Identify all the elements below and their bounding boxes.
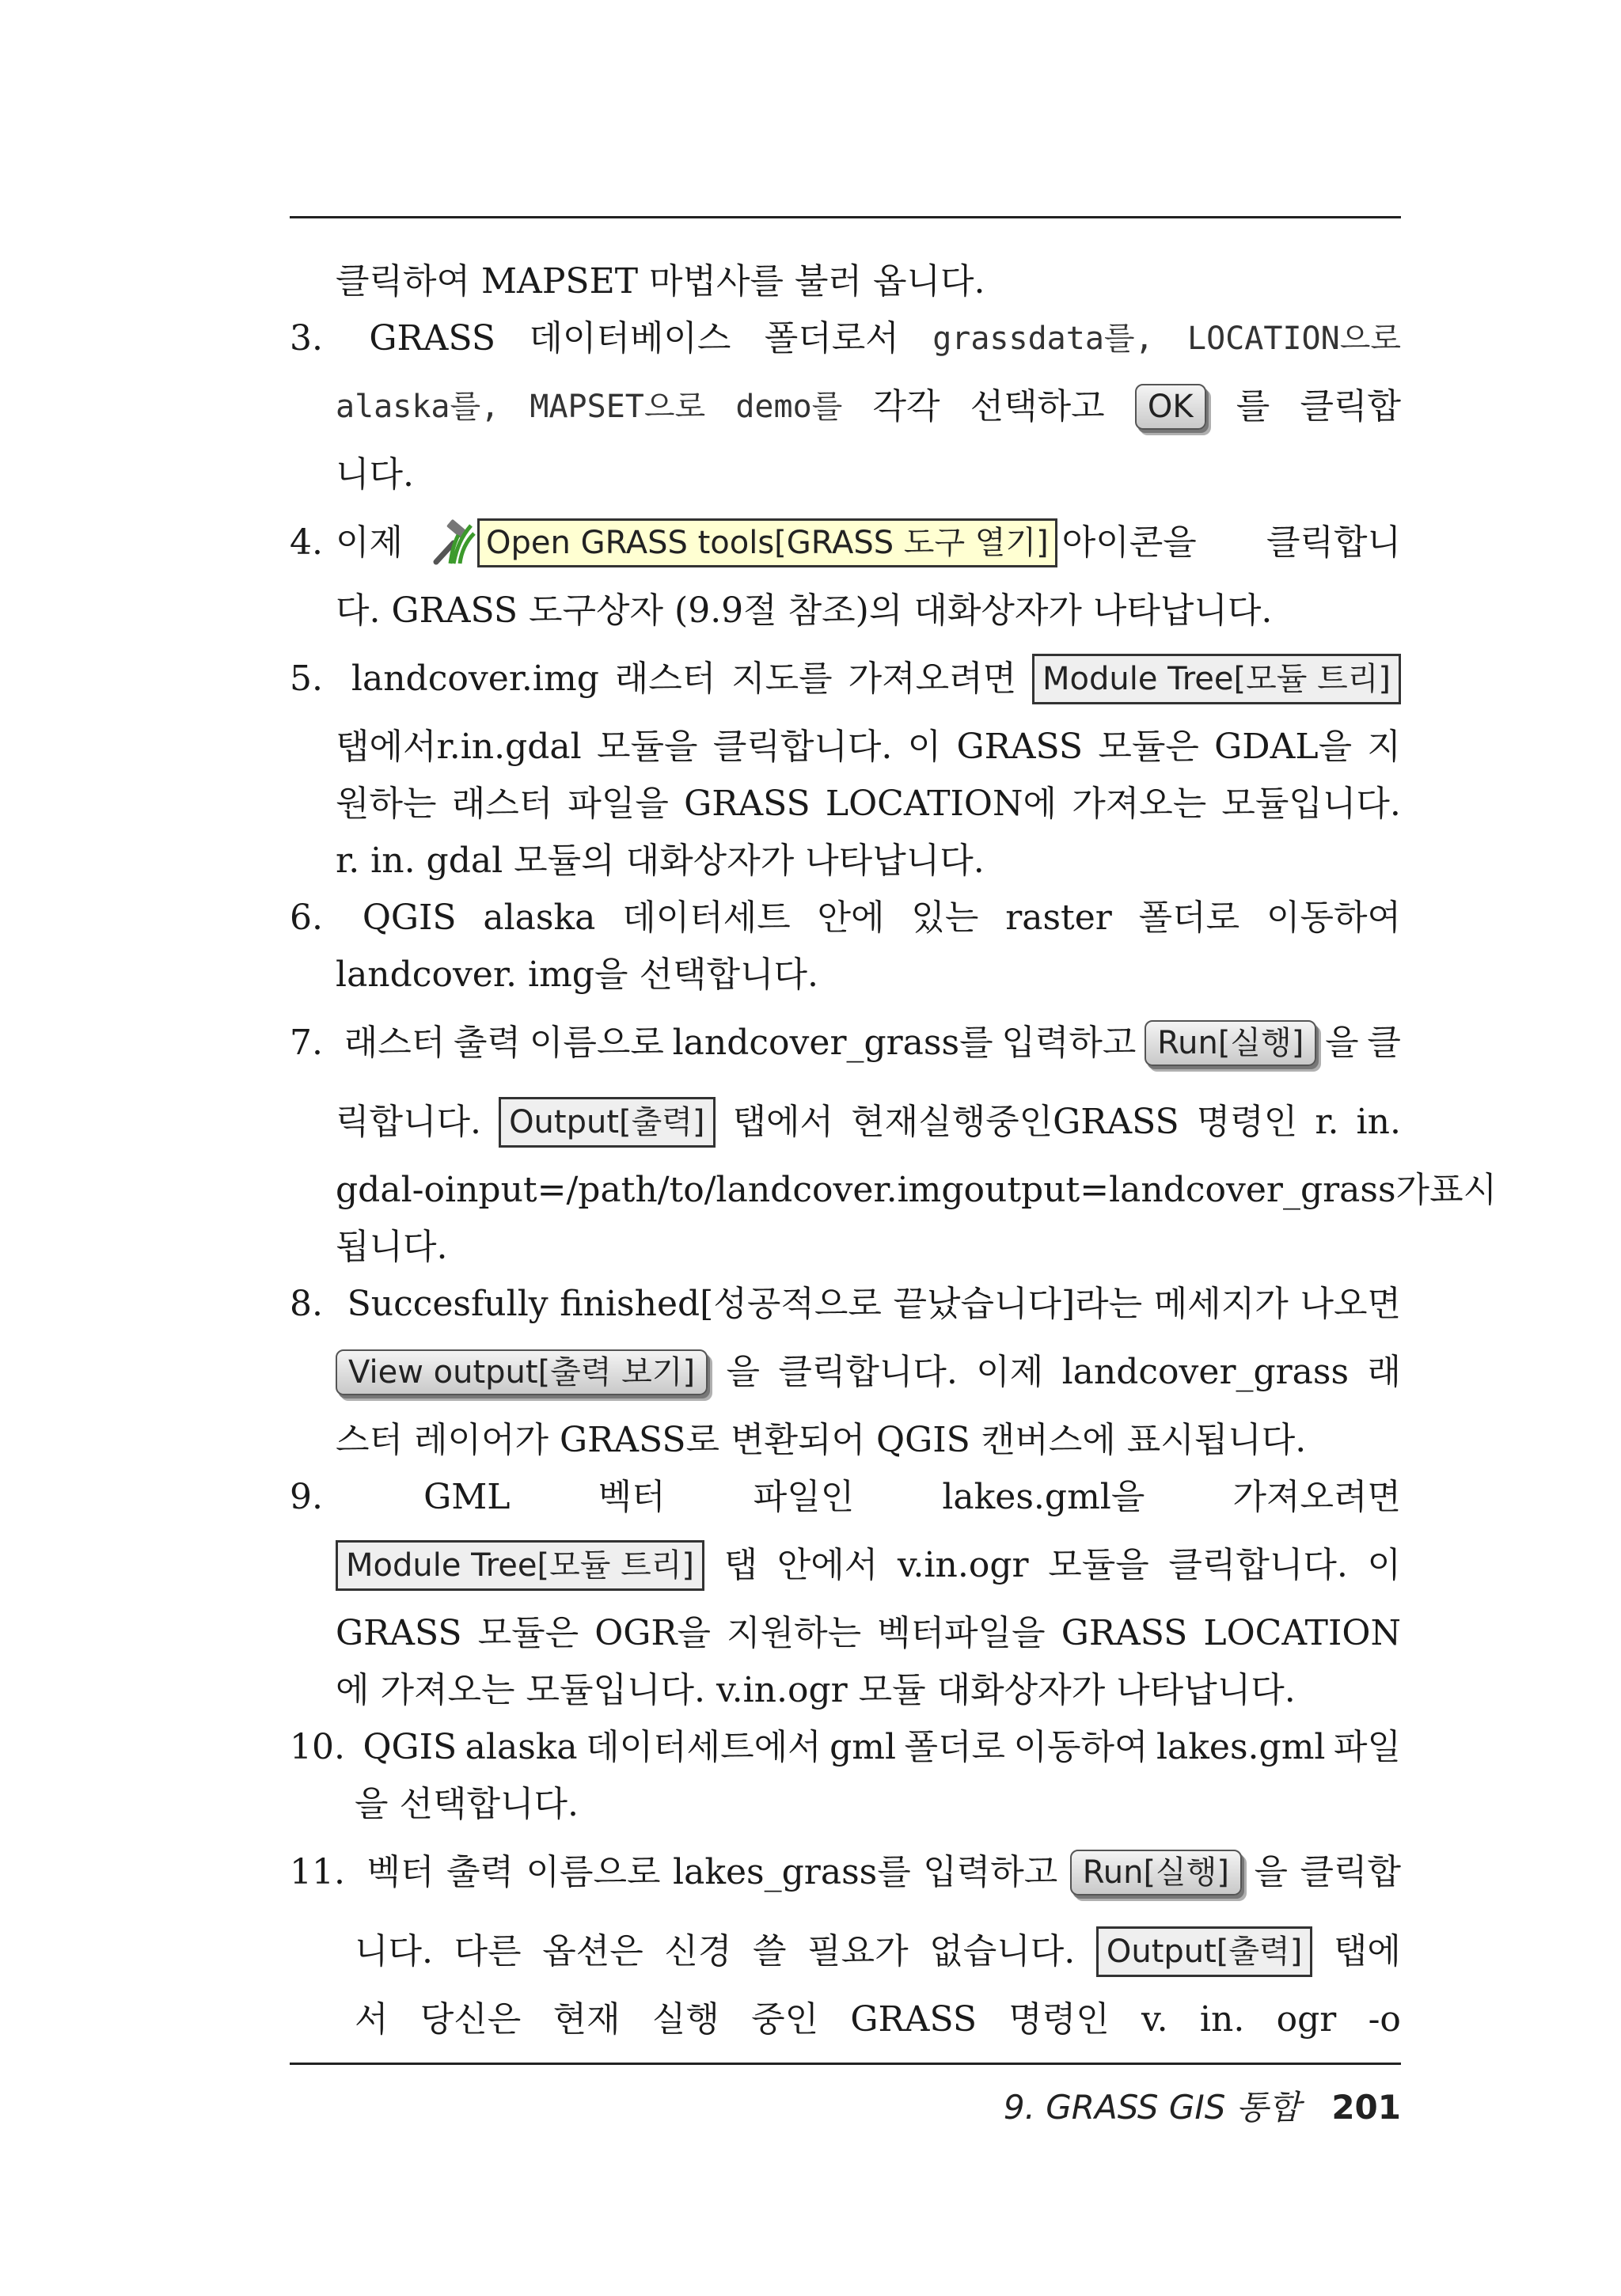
text: 클 (1367, 1023, 1401, 1063)
page-body (290, 253, 1498, 2048)
text: GRASS (684, 784, 810, 824)
text: OGR을 (594, 1613, 712, 1653)
step-8-line-3 (290, 1412, 1401, 1469)
step-5-line-3 (290, 776, 1401, 833)
text: raster (1005, 898, 1112, 938)
step-number: 11. (290, 1852, 345, 1892)
footer-rule (290, 2063, 1401, 2065)
text: 중인 (751, 1999, 819, 2040)
text: GRASS (369, 318, 495, 359)
text: GDAL을 (1214, 727, 1353, 767)
text: 현재 (552, 1999, 621, 2040)
text: GRASS (850, 1999, 977, 2040)
step-3-line-3 (290, 446, 1401, 503)
step-3-line-1 (290, 310, 1401, 367)
text: 탭에서 (732, 1102, 834, 1142)
text: 출력 (446, 1852, 514, 1892)
text: lakes.gml (1156, 1727, 1326, 1767)
text: 원하는 (336, 784, 437, 824)
text: 선택하고 (970, 386, 1105, 427)
text: landcover. img을 선택합니다. (336, 954, 818, 995)
text: r. (1315, 1102, 1339, 1142)
text: 래 (1367, 1352, 1401, 1392)
text: 클릭합 (1300, 1852, 1401, 1892)
text: landcover_grass (1061, 1352, 1350, 1392)
code-text: MAPSET으로 (530, 389, 706, 425)
step-11-line-3 (290, 1991, 1401, 2048)
text: lakes_grass를 (673, 1852, 911, 1892)
text: 모듈을 (597, 727, 698, 767)
text: 이제 (336, 522, 404, 563)
text: 데이터세트에서 (586, 1727, 822, 1767)
text: in. (1199, 1999, 1245, 2040)
text: -o (1368, 1999, 1401, 2040)
text: QGIS (363, 1727, 457, 1767)
text: 탭에서r.in.gdal (336, 727, 582, 767)
step-11-line-2 (290, 1912, 1401, 1991)
text: 이동하여 (1013, 1727, 1148, 1767)
text: 벡터 (598, 1477, 666, 1517)
step-5-line-2 (290, 719, 1401, 776)
step-5-line-4 (290, 833, 1401, 890)
text: 다른 (454, 1931, 522, 1972)
step-10-line-1 (290, 1719, 1401, 1776)
text: Succesfully (347, 1284, 549, 1324)
text: 에 가져오는 모듈입니다. v.in.ogr 모듈 대화상자가 나타납니다. (336, 1670, 1296, 1710)
chapter-title: 9. GRASS GIS 통합 (1003, 2088, 1300, 2127)
text: 탭에 (1333, 1931, 1401, 1972)
page-number: 201 (1331, 2088, 1401, 2127)
text: 폴더로 (904, 1727, 1006, 1767)
text: 이름으로 (526, 1852, 661, 1892)
step-10-line-2 (290, 1776, 1401, 1833)
code-text: LOCATION으로 (1187, 321, 1401, 357)
text: 안에서 (776, 1545, 879, 1585)
text: 스터 레이어가 GRASS로 변환되어 QGIS 캔버스에 표시됩니다. (336, 1420, 1307, 1460)
text: 이동하여 (1266, 898, 1401, 938)
step-7-line-4 (290, 1219, 1401, 1276)
text: 니다. (355, 1931, 433, 1972)
text: 가져오려면 (1232, 1477, 1401, 1517)
text: 쓸 (752, 1931, 787, 1972)
text: 메세지가 (1153, 1284, 1289, 1324)
text: 명령인 (1196, 1102, 1298, 1142)
text: 지도를 (731, 658, 833, 699)
text: 래스터 (451, 784, 553, 824)
text: 없습니다. (929, 1931, 1076, 1972)
text: 데이터베이스 (529, 318, 731, 359)
step-7-line-1 (290, 1004, 1401, 1083)
step-number: 4. (290, 522, 323, 563)
text: 옵션은 (542, 1931, 643, 1972)
text: 당신은 (419, 1999, 522, 2040)
text: input=/path/to/landcover. (445, 1170, 898, 1210)
step-4-line-1 (290, 503, 1401, 583)
text: GML (423, 1477, 511, 1517)
text: GRASS (956, 727, 1084, 767)
text: gdal (336, 1170, 412, 1210)
text: 폴더로서 (764, 318, 899, 359)
text: 파일 (1333, 1727, 1401, 1767)
module-tree-tab[interactable]: Module Tree[모듈 트리] (1032, 654, 1401, 704)
text: 각각 (872, 386, 940, 427)
text: alaska (483, 898, 596, 938)
text: 클릭합니 (1266, 522, 1401, 563)
text: 표시 (1429, 1170, 1498, 1210)
text: 을 선택합니다. (355, 1784, 579, 1824)
step-7-line-2 (290, 1083, 1401, 1162)
text: 을 (726, 1352, 760, 1392)
text: img (897, 1170, 964, 1210)
text: lakes.gml을 (942, 1477, 1145, 1517)
text: gml (829, 1727, 897, 1767)
page-footer (1004, 2082, 1401, 2129)
run-button[interactable]: Run[실행] (1070, 1850, 1242, 1896)
text: 실행 (651, 1999, 719, 2040)
text: 입력하고 (1001, 1023, 1137, 1063)
text: 모듈을 (1048, 1545, 1149, 1585)
step-4-line-2 (290, 583, 1401, 639)
text: 안에 (817, 898, 885, 938)
output-tab[interactable]: Output[출력] (499, 1097, 715, 1148)
text: 벡터 (366, 1852, 435, 1892)
step-number: 8. (290, 1284, 323, 1324)
text: 이 (1367, 1545, 1401, 1585)
text: 이 (907, 727, 942, 767)
text: 을 (1254, 1852, 1288, 1892)
step-6-line-1 (290, 890, 1401, 947)
text: 지 (1367, 727, 1401, 767)
step-3-line-2 (290, 367, 1401, 446)
text: 탭 (723, 1545, 758, 1585)
text: 출력 (454, 1023, 522, 1063)
text: 가져오는 (1072, 784, 1207, 824)
text: GRASS (336, 1613, 462, 1653)
text: 나오면 (1300, 1284, 1401, 1324)
text: 클릭합니다. (712, 727, 893, 767)
text: 필요가 (807, 1931, 909, 1972)
text: output=landcover_grass가 (963, 1170, 1430, 1210)
text: 벡터파일을 (877, 1613, 1046, 1653)
code-text: grassdata를, (932, 321, 1154, 357)
text: 래스터 (614, 658, 716, 699)
step-number: 3. (290, 318, 323, 359)
text: 신경 (664, 1931, 732, 1972)
text: 현재실행중인GRASS (851, 1102, 1179, 1142)
step-11-line-1 (290, 1833, 1401, 1912)
text: landcover_grass를 (672, 1023, 993, 1063)
step-9-line-3 (290, 1605, 1401, 1662)
text: 클릭합니다. (778, 1352, 958, 1392)
step-number: 5. (290, 658, 323, 699)
text: 래스터 (344, 1023, 446, 1063)
step-9-line-2 (290, 1526, 1401, 1605)
text: 됩니다. (336, 1227, 448, 1267)
text: 명령인 (1008, 1999, 1110, 2040)
output-tab[interactable]: Output[출력] (1096, 1926, 1312, 1977)
code-text: alaska를, (336, 389, 500, 425)
step-8-line-2 (290, 1333, 1401, 1412)
text: v.in.ogr (897, 1545, 1029, 1585)
step-8-line-1 (290, 1276, 1401, 1333)
step-9-line-1 (290, 1469, 1401, 1526)
text: 아이콘을 (1061, 522, 1197, 563)
module-tree-tab[interactable]: Module Tree[모듈 트리] (336, 1540, 704, 1591)
text: 클릭합 (1300, 386, 1401, 427)
text: GRASS (1061, 1613, 1188, 1653)
text: QGIS (362, 898, 457, 938)
text: 가져오려면 (848, 658, 1017, 699)
step-5-line-1 (290, 639, 1401, 719)
text: LOCATION (1203, 1613, 1401, 1653)
text: r. in. gdal 모듈의 대화상자가 나타납니다. (336, 841, 985, 881)
text: 릭합니다. (336, 1102, 482, 1142)
text: 클릭합니다. (1168, 1545, 1348, 1585)
view-output-button[interactable]: View output[출력 보기] (336, 1349, 708, 1395)
step-7-line-3 (290, 1162, 1498, 1219)
text: 데이터세트 (622, 898, 791, 938)
text: 있는 (911, 898, 979, 938)
run-button[interactable]: Run[실행] (1145, 1020, 1316, 1066)
text: 모듈은 (477, 1613, 579, 1653)
text: 클릭하여 MAPSET 마법사를 불러 옵니다. (336, 261, 985, 302)
text: 모듈은 (1098, 727, 1199, 767)
text: in. (1356, 1102, 1401, 1142)
text: 서 (355, 1999, 389, 2040)
text: LOCATION에 (825, 784, 1057, 824)
step-6-line-2 (290, 947, 1401, 1004)
ok-button[interactable]: OK (1135, 384, 1206, 430)
text-line (290, 253, 1401, 310)
text: 끝났습니다]라는 (893, 1284, 1143, 1324)
text: alaska (465, 1727, 578, 1767)
text: landcover.img (351, 658, 599, 699)
step-number: 6. (290, 898, 323, 938)
text: 모듈입니다. (1221, 784, 1401, 824)
grass-tools-icon[interactable] (430, 519, 477, 567)
text: 이제 (976, 1352, 1044, 1392)
code-text: demo를 (735, 389, 843, 425)
text: v. (1141, 1999, 1168, 2040)
text: -o (412, 1170, 445, 1210)
step-number: 10. (290, 1727, 345, 1767)
text: 을 (1325, 1023, 1359, 1063)
text: 파일인 (753, 1477, 855, 1517)
text: 다. GRASS 도구상자 (9.9절 참조)의 대화상자가 나타납니다. (336, 590, 1273, 631)
step-number: 7. (290, 1023, 323, 1063)
grass-tools-tooltip: Open GRASS tools[GRASS 도구 열기] (477, 518, 1057, 567)
text: 를 (1236, 386, 1270, 427)
text: 이름으로 (529, 1023, 664, 1063)
step-number: 9. (290, 1477, 323, 1517)
text: 파일을 (568, 784, 669, 824)
text: 니다. (336, 454, 414, 495)
text: 지원하는 (727, 1613, 862, 1653)
step-9-line-4 (290, 1662, 1401, 1719)
text: finished[성공적으로 (560, 1284, 882, 1324)
header-rule (290, 216, 1401, 218)
text: 폴더로 (1138, 898, 1240, 938)
text: 입력하고 (923, 1852, 1058, 1892)
text: ogr (1276, 1999, 1337, 2040)
